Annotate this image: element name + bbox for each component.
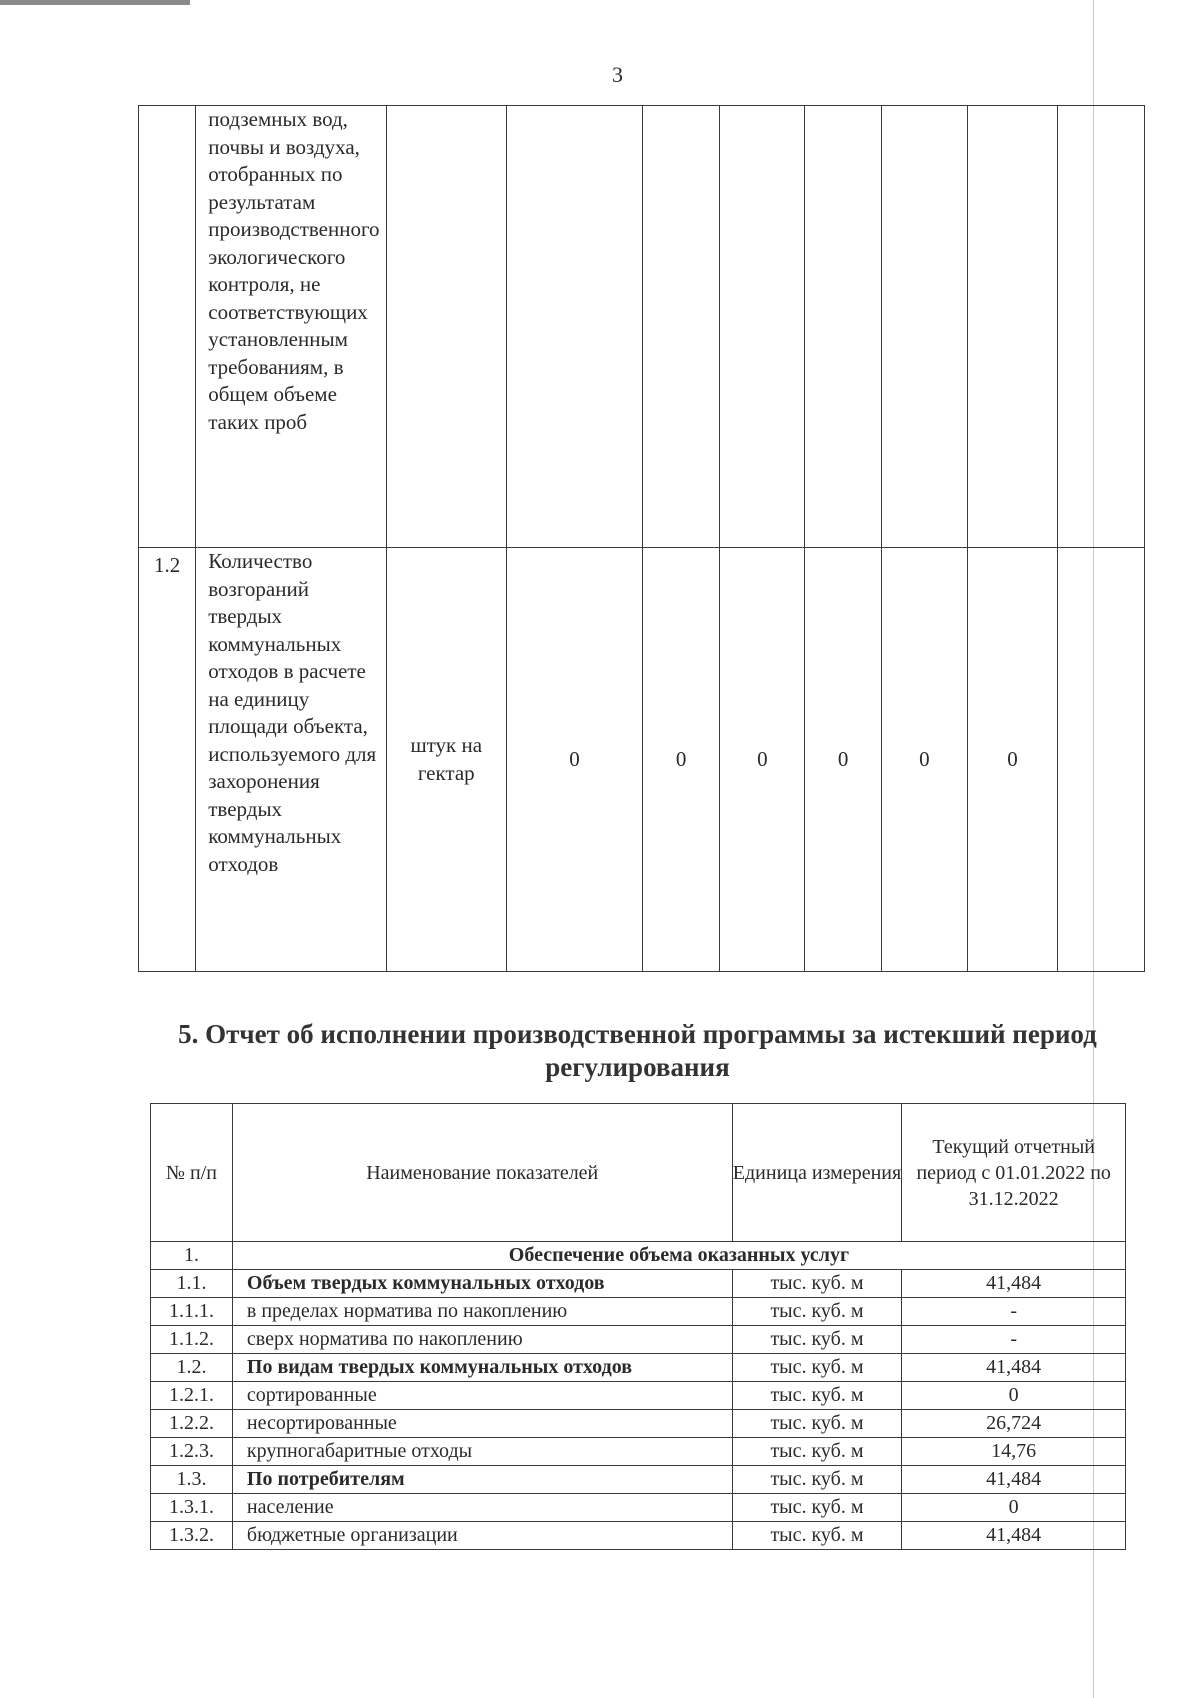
value-cell: 0 <box>720 548 805 972</box>
unit-cell: тыс. куб. м <box>732 1354 902 1382</box>
value-cell <box>881 106 967 548</box>
indicator-name: По видам твердых коммунальных отходов <box>232 1354 732 1382</box>
row-number: 1.3.2. <box>151 1522 233 1550</box>
unit-cell: тыс. куб. м <box>732 1298 902 1326</box>
row-number: 1.2. <box>151 1354 233 1382</box>
value-cell: - <box>902 1326 1126 1354</box>
value-cell: 41,484 <box>902 1354 1126 1382</box>
row-number: 1.2.3. <box>151 1438 233 1466</box>
value-cell: 41,484 <box>902 1270 1126 1298</box>
indicator-name: в пределах норматива по накоплению <box>232 1298 732 1326</box>
table-row <box>151 1270 1126 1298</box>
section-title: 5. Отчет об исполнении производственной программы за истекший период регулирования <box>178 1019 1097 1082</box>
value-cell <box>805 106 881 548</box>
value-cell <box>642 106 719 548</box>
unit-cell: тыс. куб. м <box>732 1522 902 1550</box>
row-number <box>139 106 196 548</box>
indicator-name: сверх норматива по накоплению <box>232 1326 732 1354</box>
value-cell: 14,76 <box>902 1438 1126 1466</box>
unit-cell: тыс. куб. м <box>732 1494 902 1522</box>
table-row <box>151 1494 1126 1522</box>
page-number: 3 <box>612 62 623 87</box>
value-cell: 0 <box>881 548 967 972</box>
value-cell: - <box>902 1298 1126 1326</box>
value-cell: 0 <box>805 548 881 972</box>
header-period: Текущий отчетный период с 01.01.2022 по 31.12.2022 <box>902 1104 1126 1242</box>
table-row <box>151 1466 1126 1494</box>
header-num: № п/п <box>151 1104 233 1242</box>
row-number: 1.3.1. <box>151 1494 233 1522</box>
row-number: 1. <box>151 1242 233 1270</box>
unit-cell: тыс. куб. м <box>732 1382 902 1410</box>
indicators-table-continued <box>138 105 1145 972</box>
row-number: 1.2.1. <box>151 1382 233 1410</box>
unit-cell: тыс. куб. м <box>732 1270 902 1298</box>
row-number: 1.1.2. <box>151 1326 233 1354</box>
row-number: 1.1.1. <box>151 1298 233 1326</box>
table-row <box>151 1298 1126 1326</box>
table-row <box>139 106 1145 548</box>
header-name: Наименование показателей <box>232 1104 732 1242</box>
table-row <box>151 1354 1126 1382</box>
value-cell: 41,484 <box>902 1466 1126 1494</box>
table-row <box>151 1410 1126 1438</box>
indicator-name: сортированные <box>232 1382 732 1410</box>
header-unit: Единица измерения <box>732 1104 902 1242</box>
value-cell: 41,484 <box>902 1522 1126 1550</box>
unit-cell: тыс. куб. м <box>732 1438 902 1466</box>
value-cell: 0 <box>642 548 719 972</box>
indicator-name: Объем твердых коммунальных отходов <box>232 1270 732 1298</box>
indicator-description: подземных вод, почвы и воздуха, отобранных по результатам производственного экологического контроля, не соответствующих установленным требованиям, в общем объеме таких проб <box>196 106 386 548</box>
scan-edge-artifact <box>0 0 190 5</box>
production-program-report-table <box>150 1103 1126 1550</box>
value-cell: 0 <box>507 548 643 972</box>
row-number: 1.1. <box>151 1270 233 1298</box>
indicator-name: несортированные <box>232 1410 732 1438</box>
section-row <box>151 1242 1126 1270</box>
row-number: 1.3. <box>151 1466 233 1494</box>
indicator-name: бюджетные организации <box>232 1522 732 1550</box>
empty-cell <box>1058 106 1145 548</box>
unit-cell <box>386 106 506 548</box>
value-cell: 0 <box>902 1494 1126 1522</box>
value-cell: 0 <box>902 1382 1126 1410</box>
table-row <box>151 1326 1126 1354</box>
row-number: 1.2 <box>139 548 196 972</box>
value-cell <box>968 106 1058 548</box>
unit-cell: тыс. куб. м <box>732 1410 902 1438</box>
value-cell <box>507 106 643 548</box>
value-cell: 0 <box>968 548 1058 972</box>
table-header-row <box>151 1104 1126 1242</box>
unit-cell: тыс. куб. м <box>732 1326 902 1354</box>
value-cell: 26,724 <box>902 1410 1126 1438</box>
table-row <box>139 548 1145 972</box>
indicator-name: По потребителям <box>232 1466 732 1494</box>
indicator-name: население <box>232 1494 732 1522</box>
unit-cell: тыс. куб. м <box>732 1466 902 1494</box>
table-row <box>151 1382 1126 1410</box>
table-row <box>151 1438 1126 1466</box>
empty-cell <box>1058 548 1145 972</box>
table-row <box>151 1522 1126 1550</box>
section-label: Обеспечение объема оказанных услуг <box>232 1242 1125 1270</box>
indicator-name: крупногабаритные отходы <box>232 1438 732 1466</box>
indicator-description: Количество возгораний твердых коммунальных отходов в расчете на единицу площади объекта, используемого для захоронения твердых коммунальных отходов <box>196 548 386 972</box>
row-number: 1.2.2. <box>151 1410 233 1438</box>
unit-cell: штук на гектар <box>386 548 506 972</box>
value-cell <box>720 106 805 548</box>
